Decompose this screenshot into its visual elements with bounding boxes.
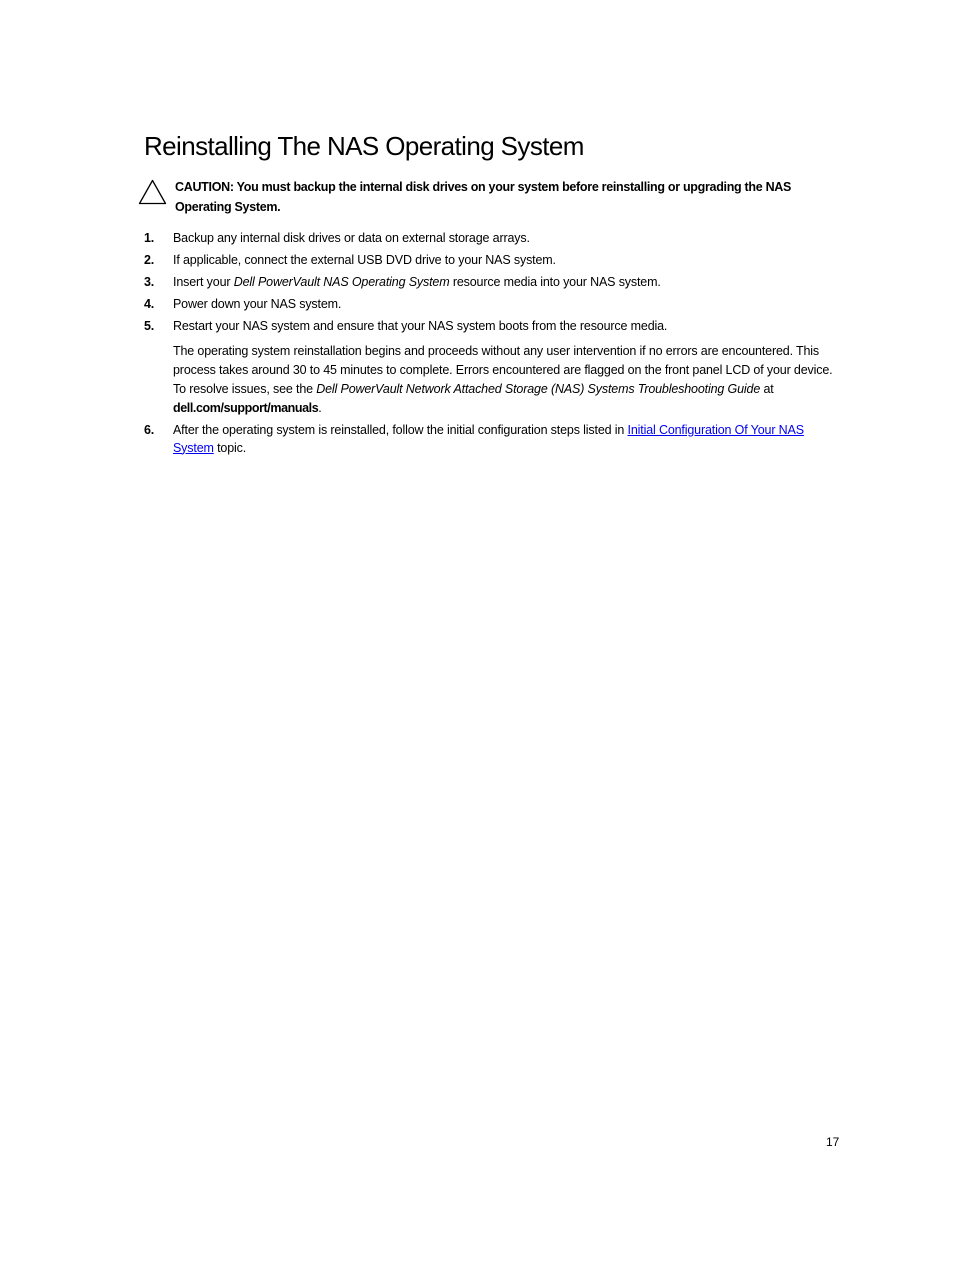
step-text: Backup any internal disk drives or data on external storage arrays. xyxy=(173,231,530,245)
note-text-start: The operating system reinstallation begins and proceeds without any user intervention if no errors are encountered. This process takes around 30 to 45 minutes to complete. Errors encountered are flagged on the front panel LCD of your device. To resolve issues, see the xyxy=(173,343,833,396)
step-note xyxy=(173,342,844,418)
step-5 xyxy=(144,318,844,418)
page-number: 17 xyxy=(826,1135,840,1149)
step-6 xyxy=(144,422,844,457)
step-number: 5. xyxy=(144,319,155,333)
step-number: 1. xyxy=(144,231,155,245)
step-text xyxy=(173,422,844,457)
step-number: 6. xyxy=(144,423,155,437)
step-1 xyxy=(144,230,844,248)
step-text xyxy=(173,274,844,292)
initial-configuration-link[interactable]: Initial Configuration Of Your NAS System xyxy=(173,423,804,455)
support-url: dell.com/support/manuals xyxy=(173,400,319,415)
step-text: Power down your NAS system. xyxy=(173,297,342,311)
step-text-start: Insert your xyxy=(173,275,234,289)
step-text-start: After the operating system is reinstalled, follow the initial configuration steps listed in xyxy=(173,423,628,437)
step-number: 2. xyxy=(144,253,155,267)
step-3 xyxy=(144,274,844,292)
os-media-name: Dell PowerVault NAS Operating System xyxy=(233,275,450,289)
step-2 xyxy=(144,252,844,270)
page-title: Reinstalling The NAS Operating System xyxy=(144,131,584,161)
note-text-end: . xyxy=(318,400,322,415)
step-text-end: resource media into your NAS system. xyxy=(449,275,661,289)
step-text: If applicable, connect the external USB DVD drive to your NAS system. xyxy=(173,253,556,267)
step-number: 3. xyxy=(144,275,155,289)
step-text-end: topic. xyxy=(213,440,247,455)
caution-text: CAUTION: You must backup the internal disk drives on your system before reinstalling or upgrading the NAS Operating System. xyxy=(175,180,792,214)
step-number: 4. xyxy=(144,297,155,311)
troubleshooting-guide-title: Dell PowerVault Network Attached Storage (NAS) Systems Troubleshooting Guide xyxy=(316,381,761,396)
reinstall-steps-list xyxy=(144,230,844,462)
step-text: Restart your NAS system and ensure that your NAS system boots from the resource media. xyxy=(173,319,668,333)
note-text-middle: at xyxy=(760,381,774,396)
step-4 xyxy=(144,296,844,314)
warning-triangle-icon xyxy=(138,179,167,205)
